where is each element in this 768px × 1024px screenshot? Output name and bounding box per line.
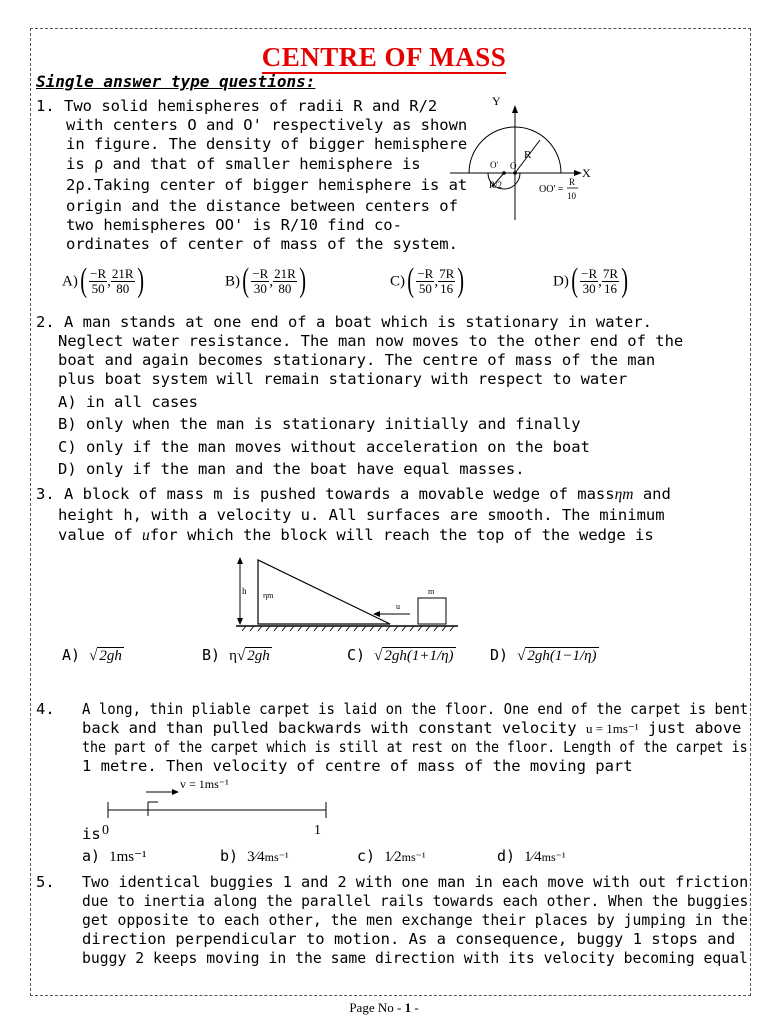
- section-heading: Single answer type questions:: [36, 72, 316, 91]
- q4-option-c[interactable]: c) 1⁄2ms⁻¹: [357, 847, 426, 865]
- radius-r2-label: R/2: [489, 180, 503, 190]
- q2-line: 2. A man stands at one end of a boat which is stationary in water.: [36, 313, 652, 331]
- q3-option-d[interactable]: D) √ 2gh(1−1/η): [490, 646, 597, 664]
- q1-line: ordinates of center of mass of the system.: [66, 235, 458, 253]
- q4-option-d[interactable]: d) 1⁄4ms⁻¹: [497, 847, 566, 865]
- radius-r-label: R: [524, 149, 532, 161]
- height-h-label: h: [242, 586, 247, 596]
- velocity-u-label: u: [396, 602, 400, 611]
- wedge-figure: [232, 552, 462, 632]
- carpet-zero-label: 0: [102, 823, 109, 836]
- wedge-mass-label: ηm: [263, 591, 274, 600]
- oo-frac-num: R: [569, 177, 576, 187]
- q2-option-a[interactable]: A) in all cases: [58, 393, 198, 411]
- q4-number: 4.: [36, 700, 55, 718]
- q1-option-a[interactable]: A)( $\frac{-R}{50}$ , $\frac{21R}{80}$ ): [62, 262, 144, 299]
- x-axis-label: X: [582, 166, 591, 180]
- q2-option-d[interactable]: D) only if the man and the boat have equal masses.: [58, 460, 525, 478]
- q4-option-a[interactable]: a) 1ms⁻¹: [82, 847, 147, 865]
- q2-line: Neglect water resistance. The man now moves to the other end of the: [58, 332, 684, 350]
- q1-line: 1. Two solid hemispheres of radii R and R/2: [36, 97, 438, 115]
- q4-line: 1 metre. Then velocity of centre of mass of the moving part: [82, 757, 633, 775]
- q3-line: 3. A block of mass m is pushed towards a movable wedge of massηm and: [36, 485, 671, 503]
- q5-line: buggy 2 keeps moving in the same direction with its velocity becoming equal: [82, 949, 748, 967]
- q1-line: in figure. The density of bigger hemisphere: [66, 135, 468, 153]
- q4-line: back and than pulled backwards with constant velocity u = 1ms⁻¹ just above: [82, 719, 742, 737]
- q3-option-a[interactable]: A) √ 2gh: [62, 646, 122, 664]
- q4-line: the part of the carpet which is still at rest on the floor. Length of the carpet is: [82, 738, 748, 756]
- oo-frac-den: 10: [567, 191, 576, 201]
- page-footer: Page No - 1 -: [349, 1000, 419, 1015]
- center-o-prime-label: O': [490, 160, 499, 170]
- q1-line: origin and the distance between centers of: [66, 197, 458, 215]
- carpet-velocity-label: v = 1ms⁻¹: [180, 777, 229, 791]
- q5-number: 5.: [36, 873, 55, 891]
- q2-option-c[interactable]: C) only if the man moves without acceleration on the boat: [58, 438, 590, 456]
- hemisphere-figure: [430, 95, 600, 225]
- oo-distance-label: OO' =: [539, 184, 564, 195]
- carpet-figure: [100, 776, 340, 836]
- q2-line: plus boat system will remain stationary with respect to water: [58, 370, 628, 388]
- q1-line: two hemispheres OO' is R/10 find co-: [66, 216, 402, 234]
- q5-line: Two identical buggies 1 and 2 with one man in each move with out friction: [82, 873, 749, 891]
- q1-line: is ρ and that of smaller hemisphere is: [66, 155, 421, 173]
- center-o-label: O: [510, 161, 517, 171]
- q5-line: due to inertia along the parallel rails towards each other. When the buggies: [82, 892, 749, 910]
- page-title: CENTRE OF MASS: [261, 42, 507, 72]
- q1-option-b[interactable]: B)( $\frac{-R}{30}$ , $\frac{21R}{80}$ ): [225, 262, 306, 299]
- q4-option-b[interactable]: b) 3⁄4ms⁻¹: [220, 847, 289, 865]
- q1-line: 2ρ.Taking center of bigger hemisphere is at: [66, 176, 468, 194]
- block-mass-label: m: [428, 587, 435, 596]
- q2-option-b[interactable]: B) only when the man is stationary initially and finally: [58, 415, 581, 433]
- q4-line: A long, thin pliable carpet is laid on the floor. One end of the carpet is bent: [82, 700, 749, 718]
- q3-option-b[interactable]: B) η√ 2gh: [202, 646, 270, 664]
- y-axis-label: Y: [492, 95, 501, 108]
- q3-line: height h, with a velocity u. All surfaces are smooth. The minimum: [58, 506, 665, 524]
- q1-line: with centers O and O' respectively as shown: [66, 116, 468, 134]
- q1-option-d[interactable]: D)( $\frac{-R}{30}$ , $\frac{7R}{16}$ ): [553, 262, 629, 299]
- carpet-one-label: 1: [314, 823, 321, 836]
- q3-line: value of ufor which the block will reach the top of the wedge is: [58, 526, 654, 544]
- q2-line: boat and again becomes stationary. The centre of mass of the man: [58, 351, 656, 369]
- q1-option-c[interactable]: C)( $\frac{-R}{50}$ , $\frac{7R}{16}$ ): [390, 262, 465, 299]
- q3-option-c[interactable]: C) √ 2gh(1+1/η): [347, 646, 454, 664]
- q5-line: get opposite to each other, the men exchange their places by jumping in the: [82, 911, 748, 929]
- q4-is-label: is: [82, 825, 101, 843]
- q5-line: direction perpendicular to motion. As a consequence, buggy 1 stops and: [82, 930, 736, 948]
